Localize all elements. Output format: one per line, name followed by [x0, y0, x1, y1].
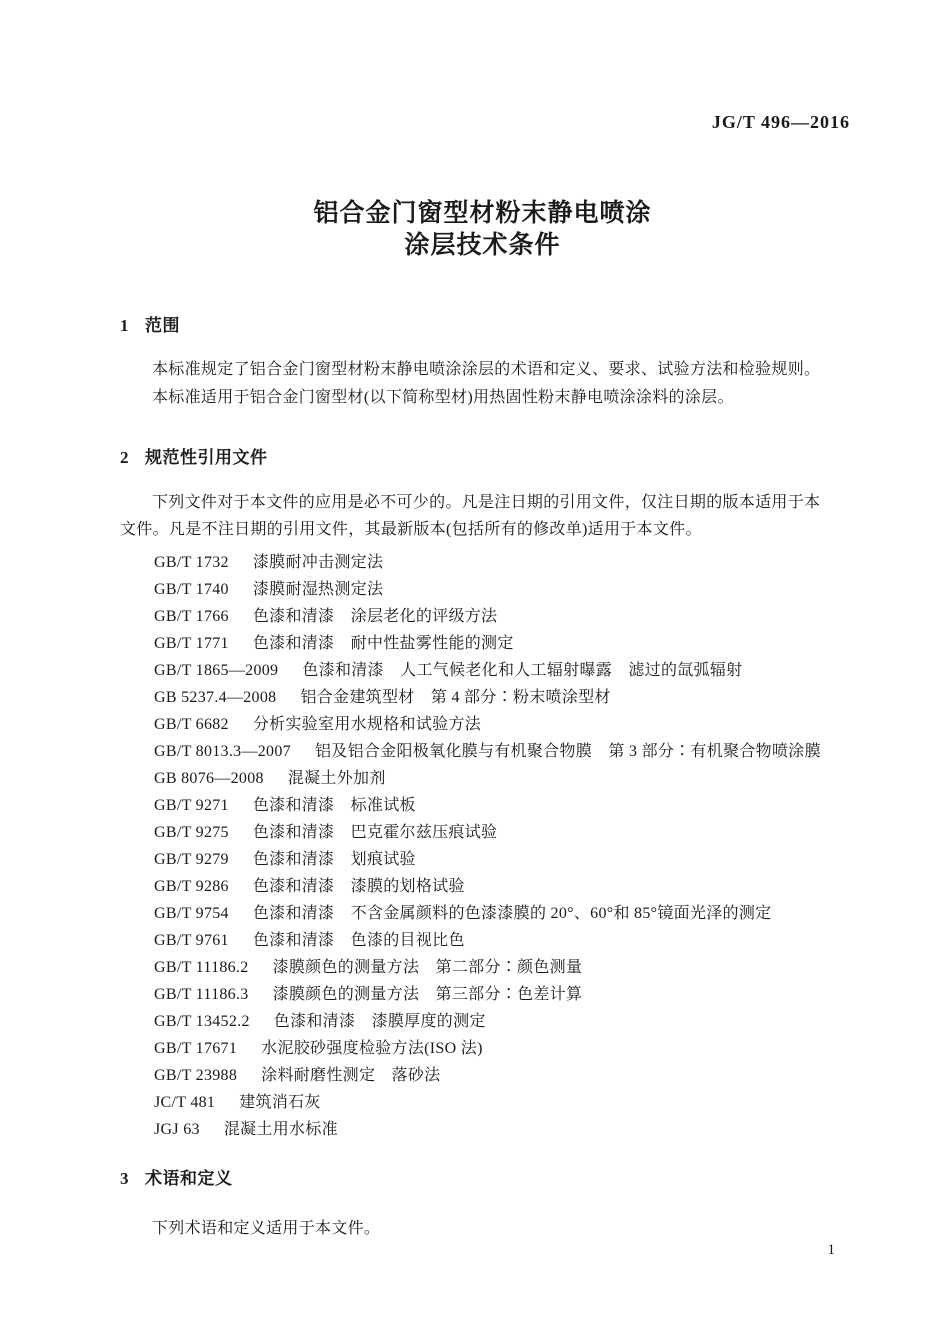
reference-title: 色漆和清漆 耐中性盐雾性能的测定: [252, 635, 514, 652]
section-terms-body: [120, 1215, 834, 1243]
section-heading-normative-references: [120, 443, 268, 468]
reference-code: GB 8076—2008: [154, 770, 264, 787]
reference-item: [154, 1089, 854, 1116]
reference-title: 色漆和清漆 标准试板: [252, 797, 416, 814]
paragraph: 下列文件对于本文件的应用是必不可少的。凡是注日期的引用文件，仅注日期的版本适用于本文件。凡是不注日期的引用文件，其最新版本(包括所有的修改单)适用于本文件。: [120, 494, 821, 538]
reference-code: GB/T 23988: [154, 1067, 238, 1084]
reference-code: GB/T 11186.3: [154, 986, 249, 1003]
reference-item: [154, 1035, 854, 1062]
reference-title: 分析实验室用水规格和试验方法: [252, 716, 482, 733]
reference-item: [154, 657, 854, 684]
reference-item: [154, 1062, 854, 1089]
reference-code: GB/T 9754: [154, 905, 229, 922]
reference-item: [154, 981, 854, 1008]
page-number: 1: [827, 1242, 835, 1258]
reference-item: [154, 873, 854, 900]
reference-item: [154, 927, 854, 954]
reference-title: 铝及铝合金阳极氧化膜与有机聚合物膜 第 3 部分∶有机聚合物喷涂膜: [314, 743, 821, 760]
reference-code: GB/T 1732: [154, 554, 229, 571]
reference-item: [154, 549, 854, 576]
reference-code: GB/T 13452.2: [154, 1013, 250, 1030]
reference-code: GB/T 1766: [154, 608, 229, 625]
reference-item: [154, 792, 854, 819]
document-title-line2: 涂层技术条件: [404, 231, 561, 259]
reference-item: [154, 684, 854, 711]
reference-code: GB/T 1740: [154, 581, 229, 598]
reference-code: GB/T 9279: [154, 851, 229, 868]
paragraph: 本标准规定了铝合金门窗型材粉末静电喷涂涂层的术语和定义、要求、试验方法和检验规则。: [152, 361, 821, 378]
reference-code: GB/T 17671: [154, 1040, 238, 1057]
reference-title: 漆膜耐湿热测定法: [252, 581, 384, 598]
paragraph: 下列术语和定义适用于本文件。: [152, 1220, 381, 1237]
reference-code: GB/T 9286: [154, 878, 229, 895]
reference-item: [154, 738, 854, 765]
reference-code: GB 5237.4—2008: [154, 689, 277, 706]
reference-title: 色漆和清漆 划痕试验: [252, 851, 416, 868]
reference-title: 水泥胶砂强度检验方法(ISO 法): [261, 1040, 483, 1057]
document-code: JG/T 496—2016: [711, 112, 850, 132]
reference-item: [154, 603, 854, 630]
reference-item: [154, 1116, 854, 1143]
section-heading-terms-definitions: [120, 1164, 233, 1189]
reference-title: 色漆和清漆 漆膜的划格试验: [252, 878, 465, 895]
reference-title: 涂料耐磨性测定 落砂法: [261, 1067, 441, 1084]
document-title: [120, 197, 845, 261]
section-number: 3: [120, 1169, 129, 1188]
reference-title: 色漆和清漆 漆膜厚度的测定: [273, 1013, 486, 1030]
reference-title: 混凝土用水标准: [223, 1121, 338, 1138]
reference-title: 色漆和清漆 涂层老化的评级方法: [252, 608, 498, 625]
reference-item: [154, 630, 854, 657]
reference-title: 建筑消石灰: [239, 1094, 321, 1111]
reference-code: JGJ 63: [154, 1121, 200, 1138]
reference-title: 色漆和清漆 巴克霍尔兹压痕试验: [252, 824, 498, 841]
reference-item: [154, 1008, 854, 1035]
reference-title: 铝合金建筑型材 第 4 部分∶粉末喷涂型材: [300, 689, 611, 706]
reference-code: GB/T 9275: [154, 824, 229, 841]
reference-item: [154, 819, 854, 846]
references-list: [154, 549, 854, 1143]
reference-item: [154, 954, 854, 981]
reference-code: GB/T 11186.2: [154, 959, 249, 976]
reference-title: 色漆和清漆 不含金属颜料的色漆漆膜的 20°、60°和 85°镜面光泽的测定: [252, 905, 772, 922]
section-scope-body: [120, 356, 834, 412]
reference-code: GB/T 8013.3—2007: [154, 743, 291, 760]
document-title-line1: 铝合金门窗型材粉末静电喷涂: [313, 199, 652, 227]
reference-title: 混凝土外加剂: [287, 770, 386, 787]
section-heading-text: 规范性引用文件: [145, 448, 268, 467]
reference-item: [154, 711, 854, 738]
reference-item: [154, 576, 854, 603]
reference-code: GB/T 1865—2009: [154, 662, 279, 679]
reference-code: GB/T 1771: [154, 635, 229, 652]
reference-title: 色漆和清漆 色漆的目视比色: [252, 932, 465, 949]
section-heading-text: 范围: [145, 316, 180, 335]
reference-code: GB/T 6682: [154, 716, 229, 733]
section-number: 1: [120, 316, 129, 335]
section-references-intro: [120, 489, 834, 543]
reference-item: [154, 846, 854, 873]
reference-title: 漆膜颜色的测量方法 第二部分∶颜色测量: [272, 959, 583, 976]
reference-code: GB/T 9761: [154, 932, 229, 949]
section-heading-scope: [120, 311, 180, 336]
reference-item: [154, 765, 854, 792]
reference-title: 色漆和清漆 人工气候老化和人工辐射曝露 滤过的氙弧辐射: [302, 662, 743, 679]
reference-title: 漆膜耐冲击测定法: [252, 554, 384, 571]
section-number: 2: [120, 448, 129, 467]
paragraph: 本标准适用于铝合金门窗型材(以下简称型材)用热固性粉末静电喷涂涂料的涂层。: [152, 389, 734, 406]
section-heading-text: 术语和定义: [145, 1169, 233, 1188]
reference-item: [154, 900, 854, 927]
reference-title: 漆膜颜色的测量方法 第三部分∶色差计算: [272, 986, 583, 1003]
reference-code: JC/T 481: [154, 1094, 216, 1111]
reference-code: GB/T 9271: [154, 797, 229, 814]
